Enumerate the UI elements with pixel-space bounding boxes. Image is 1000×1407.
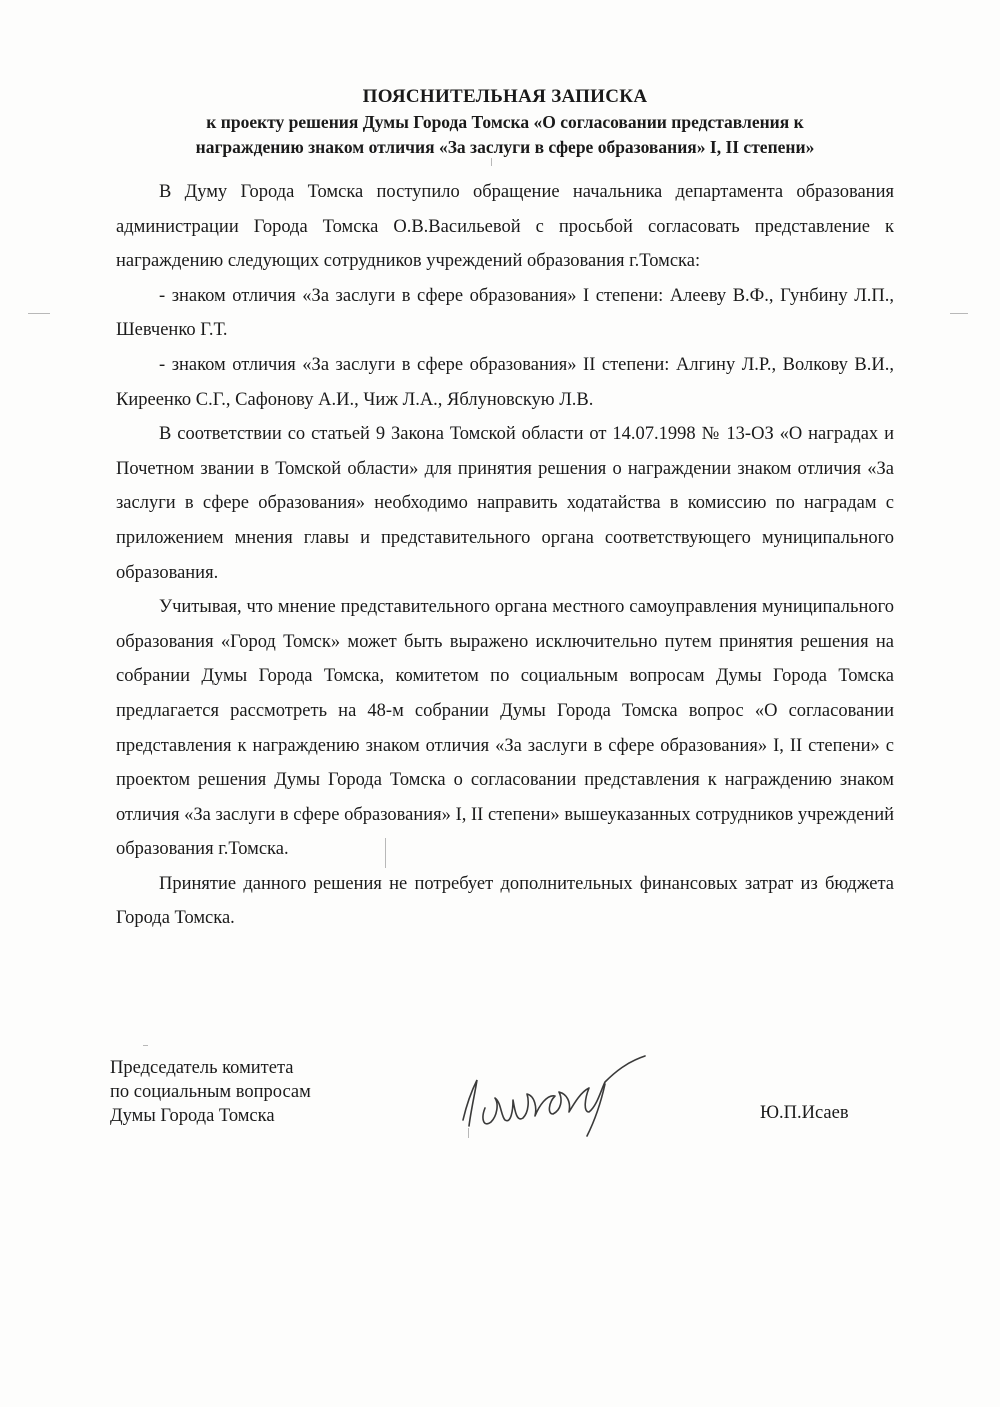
signatory-position-line-3: Думы Города Томска: [110, 1106, 275, 1126]
paragraph-award-second-degree: - знаком отличия «За заслуги в сфере образования» II степени: Алгину Л.Р., Волкову В.И., Киреенко С.Г., Сафонову А.И., Чиж Л.А., Яблуновскую Л.В.: [116, 354, 894, 410]
scan-artifact: [385, 838, 386, 868]
signatory-name: Ю.П.Исаев: [760, 1103, 849, 1123]
signatory-position-line-2: по социальным вопросам: [110, 1082, 311, 1102]
document-subtitle-line-2: награждению знаком отличия «За заслуги в сфере образования» I, II степени»: [195, 137, 815, 157]
paragraph-law-reference: В соответствии со статьей 9 Закона Томской области от 14.07.1998 № 13-ОЗ «О наградах и Почетном звании в Томской области» для принятия решения о награждении знаком отличия «За заслуги в сфере образования» необходимо направить ходатайства в комиссию по наградам с приложением мнения главы и представительного органа соответствующего муниципального образования.: [116, 424, 894, 583]
scan-artifact: [143, 1045, 148, 1046]
document-body: [116, 175, 894, 936]
paragraph-budget: Принятие данного решения не потребует дополнительных финансовых затрат из бюджета Города Томска.: [116, 873, 894, 929]
signatory-position: [110, 1056, 311, 1128]
paragraph-award-first-degree: - знаком отличия «За заслуги в сфере образования» I степени: Алееву В.Ф., Гунбину Л.П., Шевченко Г.Т.: [116, 285, 894, 341]
scan-artifact: [468, 1128, 469, 1138]
paragraph-proposal: Учитывая, что мнение представительного органа местного самоуправления муниципального образования «Город Томск» может быть выражено исключительно путем принятия решения на собрании Думы Города Томска, комитетом по социальным вопросам Думы Города Томска предлагается рассмотреть на 48-м собрании Думы Города Томска вопрос «О согласовании представления к награждению знаком отличия «За заслуги в сфере образования» I, II степени» с проектом решения Думы Города Томска о согласовании представления к награждению знаком отличия «За заслуги в сфере образования» I, II степени» вышеуказанных сотрудников учреждений образования г.Томска.: [116, 597, 894, 860]
document-title: ПОЯСНИТЕЛЬНАЯ ЗАПИСКА: [362, 86, 648, 107]
scan-artifact: [950, 313, 968, 314]
document-header: [100, 84, 910, 160]
signatory-position-line-1: Председатель комитета: [110, 1058, 294, 1078]
paragraph-intro: В Думу Города Томска поступило обращение начальника департамента образования администрации Города Томска О.В.Васильевой с просьбой согласовать представление к награждению следующих сотрудников учреждений образования г.Томска:: [116, 182, 894, 272]
document-subtitle-line-1: к проекту решения Думы Города Томска «О согласовании представления к: [206, 112, 804, 132]
handwritten-signature: [455, 1048, 665, 1138]
scan-artifact: [28, 313, 50, 314]
scan-artifact: [491, 158, 492, 166]
